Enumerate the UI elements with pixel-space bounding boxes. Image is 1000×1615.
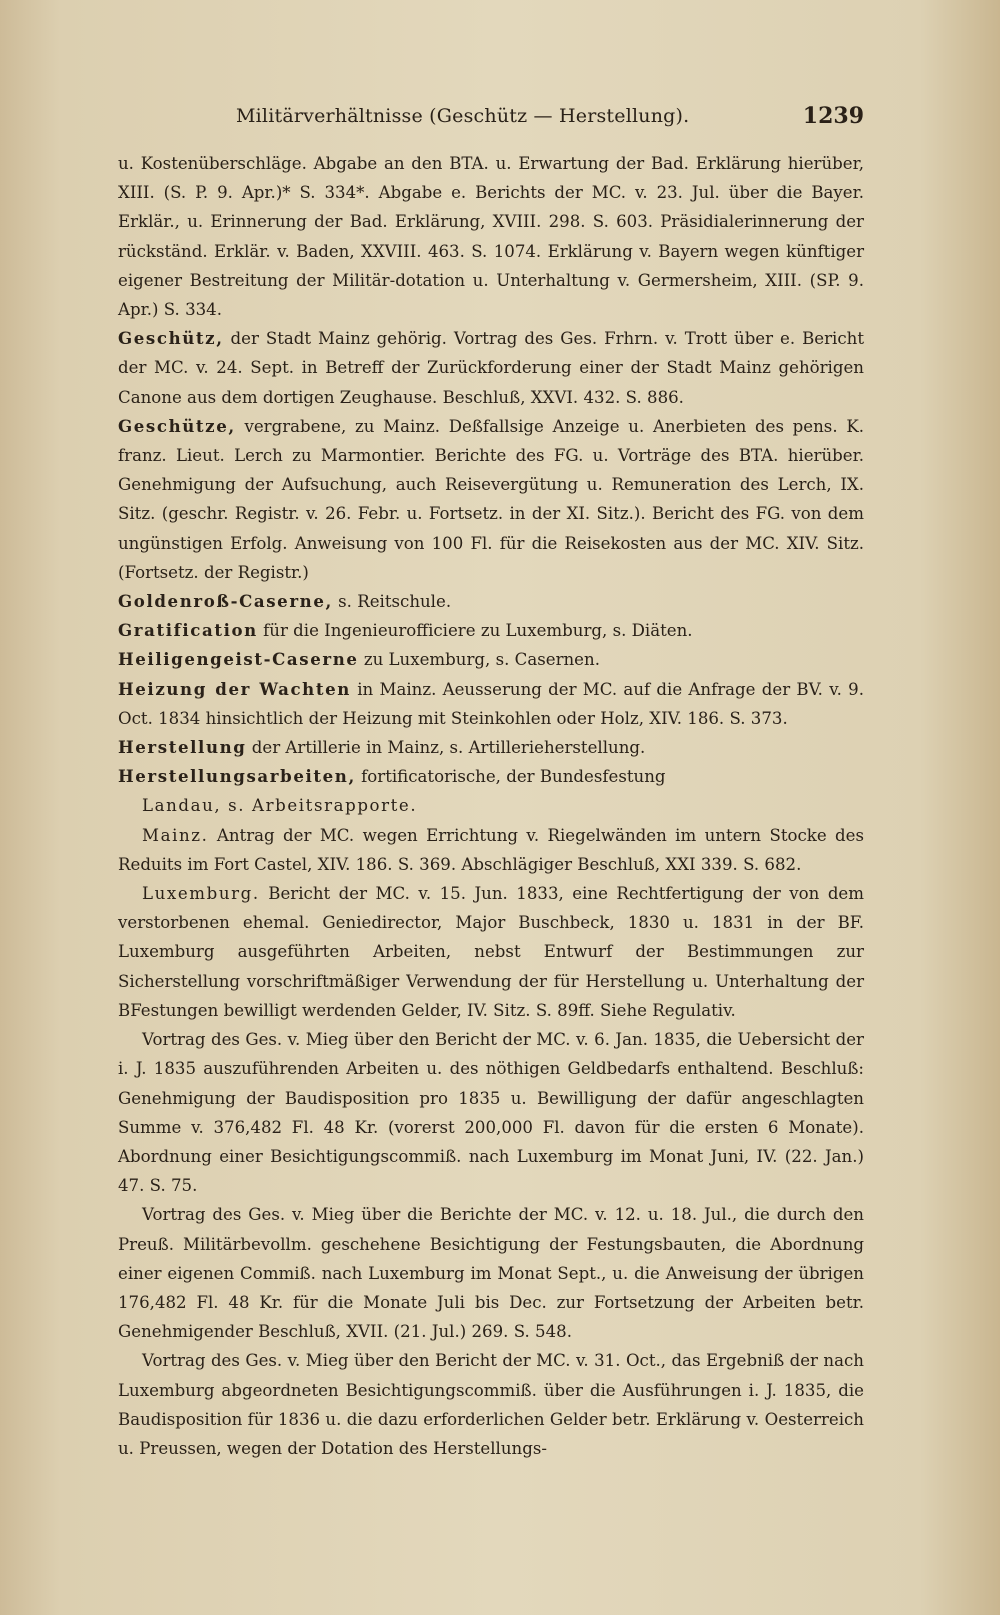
entry-heading: Heizung der Wachten [118,678,351,699]
index-entry-heizung [118,675,864,733]
entry-heading: Geschütze, [118,415,236,436]
entry-text: Vortrag des Ges. v. Mieg über den Bericht der MC. v. 31. Oct., das Ergebniß der nach Luxemburg abgeordneten Besichtigungscommiß. über die Ausführungen i. J. 1835, die Baudisposition für 1836 u. die dazu erforderlichen Gelder betr. Erklärung v. Oesterreich u. Preussen, wegen der Dotation des Herstellungs- [118,1351,864,1458]
entry-heading: Heiligengeist-Caserne [118,649,359,670]
index-subentry-vortrag-2 [118,1200,864,1346]
page-number: 1239 [802,103,864,129]
entry-text: Vortrag des Ges. v. Mieg über den Bericht der MC. v. 6. Jan. 1835, die Uebersicht der i. J. 1835 auszuführenden Arbeiten u. des nöthigen Geldbedarfs enthaltend. Beschluß: Genehmigung der Baudisposition pro 1835 u. Bewilligung der dafür angeschlagten Summe v. 376,482 Fl. 48 Kr. (vorerst 200,000 Fl. davon für die ersten 6 Monate). Abordnung einer Besichtigungscommiß. nach Luxemburg im Monat Juni, IV. (22. Jan.) 47. S. 75. [118,1030,864,1196]
running-title: Militärverhältnisse (Geschütz — Herstellung). [236,105,690,127]
entry-heading: Mainz. [142,825,209,845]
entry-text: für die Ingenieurofficiere zu Luxemburg, s. Diäten. [257,621,693,641]
running-header [118,105,864,143]
index-entry-herstellungsarbeiten [118,762,864,791]
entry-text: u. Kostenüberschläge. Abgabe an den BTA. u. Erwartung der Bad. Erklärung hierüber, XIII. (S. P. 9. Apr.)* S. 334*. Abgabe e. Berichts der MC. v. 23. Jul. über die Bayer. Erklär., u. Erinnerung der Bad. Erklärung, XVIII. 298. S. 603. Präsidialerinnerung der rückständ. Erklär. v. Baden, XXVIII. 463. S. 1074. Erklärung v. Bayern wegen künftiger eigener Bestreitung der Militär-dotation u. Unterhaltung v. Germersheim, XIII. (SP. 9. Apr.) S. 334. [118,154,864,320]
index-subentry-vortrag-1 [118,1025,864,1200]
entry-text: zu Luxemburg, s. Casernen. [358,650,600,670]
page-content [118,105,864,1463]
entry-text: Landau, s. Arbeitsrapporte. [142,796,418,816]
entry-text: fortificatorische, der Bundesfestung [355,767,666,787]
index-subentry-luxemburg [118,879,864,1025]
entry-heading: Herstellung [118,737,247,758]
index-entry-gratification [118,616,864,645]
entry-heading: Herstellungsarbeiten, [118,766,356,787]
entry-heading: Geschütz, [118,328,224,349]
entry-text: der Artillerie in Mainz, s. Artillerieherstellung. [246,738,646,758]
entry-text: vergrabene, zu Mainz. Deßfallsige Anzeige u. Anerbieten des pens. K. franz. Lieut. Lerch zu Marmontier. Berichte des FG. u. Vorträge des BTA. hierüber. Genehmigung der Aufsuchung, auch Reisevergütung u. Remuneration des Lerch, IX. Sitz. (geschr. Registr. v. 26. Febr. u. Fortsetz. in der XI. Sitz.). Bericht des FG. von dem ungünstigen Erfolg. Anweisung von 100 Fl. für die Reisekosten aus der MC. XIV. Sitz. (Fortsetz. der Registr.) [118,416,864,582]
entry-text: in Mainz. Aeusserung der MC. auf die Anfrage der BV. v. 9. Oct. 1834 hinsichtlich der Heizung mit Steinkohlen oder Holz, XIV. 186. S. 373. [118,679,864,728]
index-entry-herstellung [118,733,864,762]
index-entry-heiligengeist [118,645,864,674]
entry-heading: Gratification [118,620,258,641]
index-entry-continuation [118,149,864,324]
entry-text: Vortrag des Ges. v. Mieg über die Berichte der MC. v. 12. u. 18. Jul., die durch den Preuß. Militärbevollm. geschehene Besichtigung der Festungsbauten, die Abordnung einer eigenen Commiß. nach Luxemburg im Monat Sept., u. die Anweisung der übrigen 176,482 Fl. 48 Kr. für die Monate Juli bis Dec. zur Fortsetzung der Arbeiten betr. Genehmigender Beschluß, XVII. (21. Jul.) 269. S. 548. [118,1205,864,1342]
entry-text: Antrag der MC. wegen Errichtung v. Riegelwänden im untern Stocke des Reduits im Fort Castel, XIV. 186. S. 369. Abschlägiger Beschluß, XXI 339. S. 682. [118,825,864,874]
index-subentry-mainz [118,821,864,879]
index-subentry-landau [118,791,864,820]
index-entry-goldenross [118,587,864,616]
index-entries [118,149,864,1463]
entry-heading: Luxemburg. [142,884,260,904]
entry-text: Bericht der MC. v. 15. Jun. 1833, eine Rechtfertigung der von dem verstorbenen ehemal. Geniedirector, Major Buschbeck, 1830 u. 1831 in der BF. Luxemburg ausgeführten Arbeiten, nebst Entwurf der Bestimmungen zur Sicherstellung vorschriftmäßiger Verwendung der für Herstellung u. Unterhaltung der BFestungen bewilligt werdenden Gelder, IV. Sitz. S. 89ff. Siehe Regulativ. [118,884,864,1020]
entry-heading: Goldenroß-Caserne, [118,591,333,612]
index-entry-geschuetz [118,324,864,412]
entry-text: s. Reitschule. [332,592,452,612]
index-subentry-vortrag-3 [118,1346,864,1463]
entry-text: der Stadt Mainz gehörig. Vortrag des Ges. Frhrn. v. Trott über e. Bericht der MC. v. 24. Sept. in Betreff der Zurückforderung einer der Stadt Mainz gehörigen Canone aus dem dortigen Zeughause. Beschluß, XXVI. 432. S. 886. [118,329,864,407]
index-entry-geschuetze [118,412,864,587]
